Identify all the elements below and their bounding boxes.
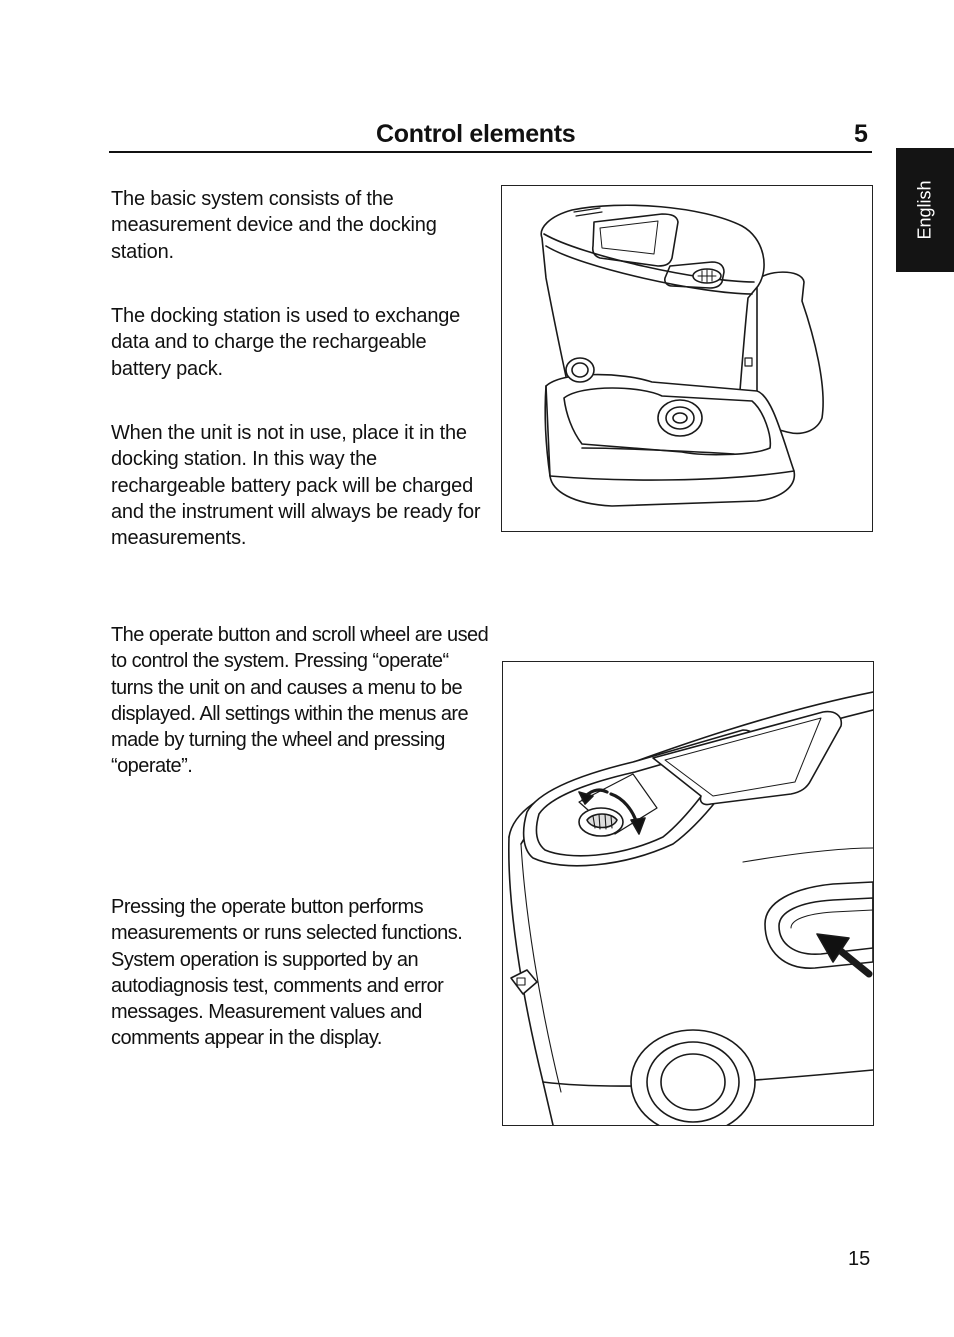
- paragraph-basic-system: The basic system consists of the measurement device and the docking station.: [111, 188, 437, 263]
- paragraph-operate-and-wheel: The operate button and scroll wheel are used to control the system. Pressing “operate“ turns the unit on and causes a menu to be displayed. All settings within the menus are made by turning the wheel and pressing “operate”.: [111, 624, 489, 778]
- language-tab-label: English: [914, 180, 935, 240]
- language-tab: [896, 148, 954, 272]
- page-title: Control elements: [376, 120, 576, 148]
- page-number: 15: [848, 1248, 871, 1270]
- device-in-docking-station-figure: [501, 185, 873, 532]
- chapter-number: 5: [854, 120, 868, 148]
- device-in-docking-station-illustration: [502, 186, 872, 531]
- controls-closeup-figure: [502, 661, 874, 1126]
- paragraph-storage: When the unit is not in use, place it in the docking station. In this way the rechargeable battery pack will be charged and the instrument will always be ready for measurements.: [111, 422, 481, 550]
- paragraph-docking-station: The docking station is used to exchange data and to charge the rechargeable battery pack.: [111, 305, 461, 380]
- header-rule: [109, 151, 872, 153]
- paragraph-operate-button: Pressing the operate button performs measurements or runs selected functions. System operation is supported by an autodiagnosis test, comments and error messages. Measurement values and comments appear in the display.: [111, 896, 463, 1050]
- operate-button-and-scroll-wheel-illustration: [503, 662, 873, 1125]
